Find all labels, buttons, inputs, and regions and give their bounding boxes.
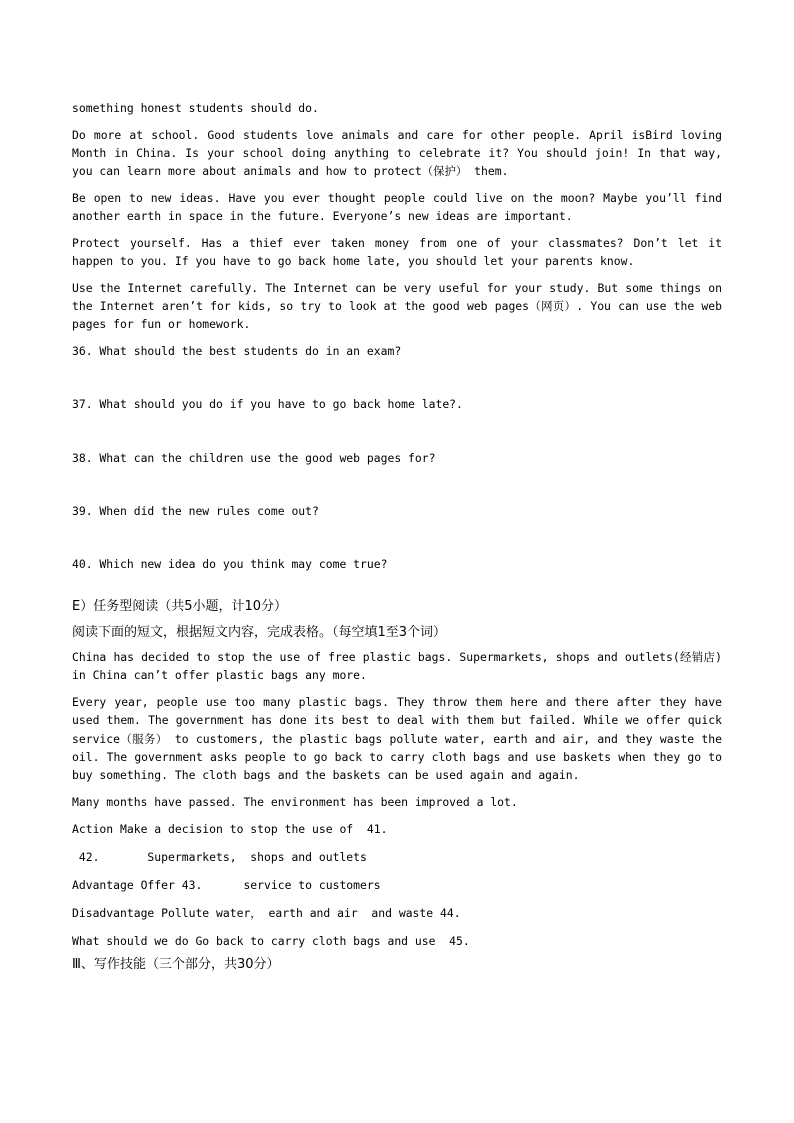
question-39: 39. When did the new rules come out? xyxy=(72,503,319,518)
passage-paragraph: Protect yourself. Has a thief ever taken money from one of your classmates? Don’t let it happen to you. If you have to go back home late, you should let your parents know. xyxy=(72,236,722,269)
passage-paragraph: Many months have passed. The environment has been improved a lot. xyxy=(72,794,518,809)
passage-paragraph: Do more at school. Good students love animals and care for other people. April isBird loving Month in China. Is your school doing anything to celebrate it? You should join! In that way, you can learn more about animals and how to protect（保护） them. xyxy=(72,127,722,179)
question-40: 40. Which new idea do you think may come true? xyxy=(72,557,388,572)
passage-paragraph: Be open to new ideas. Have you ever thought people could live on the moon? Maybe you’ll find another earth in space in the future. Everyone’s new ideas are important. xyxy=(72,191,722,224)
table-row-what-to-do: What should we do Go back to carry cloth bags and use 45. xyxy=(72,934,470,949)
section-e-instruction: 阅读下面的短文，根据短文内容，完成表格。（每空填1至3个词） xyxy=(72,625,447,641)
table-row-disadvantage: Disadvantage Pollute water， earth and air and waste 44. xyxy=(72,906,461,921)
question-37: 37. What should you do if you have to go back home late?. xyxy=(72,397,463,412)
document-page xyxy=(72,99,722,981)
table-row-action: Action Make a decision to stop the use of 41. xyxy=(72,821,388,836)
table-row-advantage: Advantage Offer 43. service to customers xyxy=(72,878,381,893)
section-e-heading: E）任务型阅读（共5小题，计10分） xyxy=(72,599,288,615)
question-36: 36. What should the best students do in an exam? xyxy=(72,344,402,359)
question-38: 38. What can the children use the good web pages for? xyxy=(72,450,436,465)
section-iii-heading: Ⅲ、写作技能（三个部分，共30分） xyxy=(72,956,280,972)
table-row-42: 42. Supermarkets, shops and outlets xyxy=(72,849,367,864)
passage-paragraph: something honest students should do. xyxy=(72,101,319,115)
passage-paragraph: Every year, people use too many plastic bags. They throw them here and there after they have used them. The government has done its best to deal with them but failed. While we offer quick service（服务） to customers, the plastic bags pollute water, earth and air, and they waste the oil. The government asks people to go back to carry cloth bags and use baskets when they go to buy something. The cloth bags and the baskets can be used again and again. xyxy=(72,695,722,783)
passage-paragraph: China has decided to stop the use of free plastic bags. Supermarkets, shops and outlets(经销店) in China can’t offer plastic bags any more. xyxy=(72,650,722,683)
passage-paragraph: Use the Internet carefully. The Internet can be very useful for your study. But some things on the Internet aren’t for kids, so try to look at the good web pages（网页）. You can use the web pages for fun or homework. xyxy=(72,281,722,332)
